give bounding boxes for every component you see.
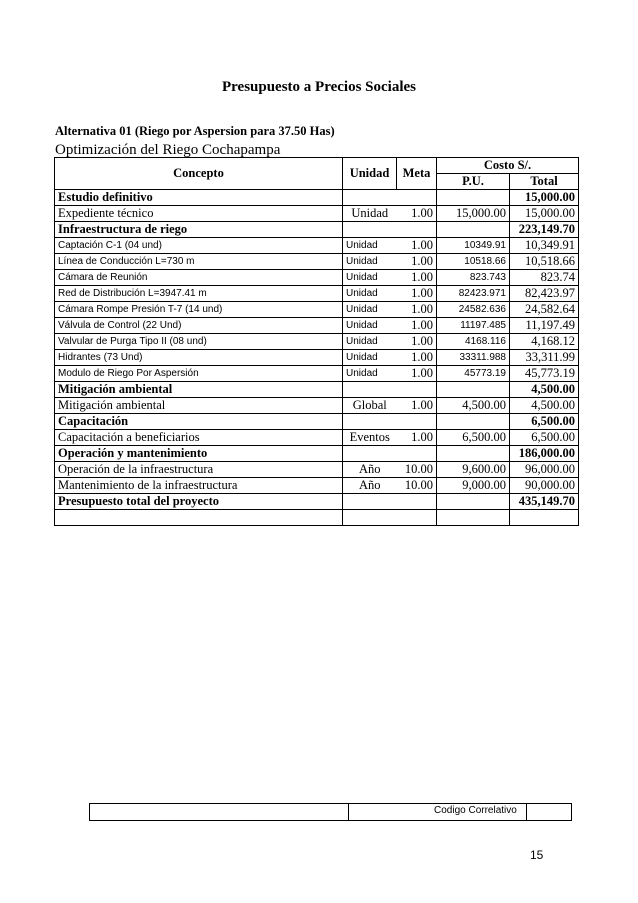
- cell-pu: 11197.485: [437, 318, 510, 334]
- table-row: [55, 286, 579, 302]
- section-row: [55, 414, 579, 430]
- table-row: [55, 430, 579, 446]
- cell-meta: 1.00: [397, 254, 437, 270]
- header-cost: Costo S/.: [437, 158, 579, 174]
- cell-concept: Captación C-1 (04 und): [55, 238, 343, 254]
- cell-meta: [397, 494, 437, 510]
- cell-concept: Modulo de Riego Por Aspersión: [55, 366, 343, 382]
- cell-pu: 82423.971: [437, 286, 510, 302]
- cell-pu: [437, 190, 510, 206]
- cell-concept: Valvular de Purga Tipo II (08 und): [55, 334, 343, 350]
- cell-pu: 10518.66: [437, 254, 510, 270]
- header-unit-price: P.U.: [437, 174, 510, 190]
- table-row: [55, 334, 579, 350]
- section-row: [55, 190, 579, 206]
- cell-unit: [343, 190, 397, 206]
- cell-concept: [55, 510, 343, 526]
- cell-pu: [437, 414, 510, 430]
- cell-concept: Línea de Conducción L=730 m: [55, 254, 343, 270]
- cell-unit: Unidad: [343, 270, 397, 286]
- cell-pu: 10349.91: [437, 238, 510, 254]
- cell-total: 90,000.00: [510, 478, 579, 494]
- cell-pu: [437, 446, 510, 462]
- project-name: Optimización del Riego Cochapampa: [55, 142, 281, 158]
- page-number: 15: [530, 848, 544, 862]
- cell-pu: 9,000.00: [437, 478, 510, 494]
- header-meta: Meta: [397, 158, 437, 190]
- cell-total: 15,000.00: [510, 206, 579, 222]
- cell-unit: Unidad: [343, 350, 397, 366]
- section-row: [55, 382, 579, 398]
- cell-unit: [343, 510, 397, 526]
- cell-meta: [397, 446, 437, 462]
- cell-concept: Mitigación ambiental: [55, 382, 343, 398]
- cell-total: 15,000.00: [510, 190, 579, 206]
- cell-unit: Unidad: [343, 254, 397, 270]
- cell-meta: 10.00: [397, 462, 437, 478]
- cell-unit: Unidad: [343, 206, 397, 222]
- code-box: [89, 803, 572, 821]
- cell-unit: [343, 222, 397, 238]
- code-box-divider: [348, 804, 349, 820]
- cell-meta: [397, 190, 437, 206]
- cell-total: 33,311.99: [510, 350, 579, 366]
- table-row: [55, 270, 579, 286]
- section-row: [55, 222, 579, 238]
- cell-concept: Hidrantes (73 Und): [55, 350, 343, 366]
- cell-pu: 9,600.00: [437, 462, 510, 478]
- cell-unit: Año: [343, 462, 397, 478]
- table-row: [55, 398, 579, 414]
- cell-pu: [437, 222, 510, 238]
- cell-pu: 4,500.00: [437, 398, 510, 414]
- cell-concept: Capacitación a beneficiarios: [55, 430, 343, 446]
- cell-unit: Unidad: [343, 334, 397, 350]
- cell-unit: Unidad: [343, 238, 397, 254]
- cell-meta: 1.00: [397, 206, 437, 222]
- cell-pu: 823.743: [437, 270, 510, 286]
- page-title: Presupuesto a Precios Sociales: [221, 79, 416, 95]
- cell-unit: Unidad: [343, 366, 397, 382]
- cell-meta: 1.00: [397, 334, 437, 350]
- cell-total: 823.74: [510, 270, 579, 286]
- cell-total: 11,197.49: [510, 318, 579, 334]
- cell-total: 45,773.19: [510, 366, 579, 382]
- cell-total: 10,518.66: [510, 254, 579, 270]
- table-row: [55, 478, 579, 494]
- cell-unit: Año: [343, 478, 397, 494]
- cell-total: 223,149.70: [510, 222, 579, 238]
- cell-concept: Presupuesto total del proyecto: [55, 494, 343, 510]
- section-row: [55, 494, 579, 510]
- cell-total: 186,000.00: [510, 446, 579, 462]
- cell-meta: 1.00: [397, 366, 437, 382]
- cell-unit: Unidad: [343, 286, 397, 302]
- cell-total: 435,149.70: [510, 494, 579, 510]
- cell-concept: Válvula de Control (22 Und): [55, 318, 343, 334]
- cell-concept: Infraestructura de riego: [55, 222, 343, 238]
- cell-pu: 4168.116: [437, 334, 510, 350]
- cell-meta: 1.00: [397, 430, 437, 446]
- cell-concept: Cámara Rompe Presión T-7 (14 und): [55, 302, 343, 318]
- table-row: [55, 510, 579, 526]
- cell-meta: [397, 414, 437, 430]
- cell-pu: 15,000.00: [437, 206, 510, 222]
- cell-total: 6,500.00: [510, 414, 579, 430]
- cell-meta: 1.00: [397, 398, 437, 414]
- cell-concept: Capacitación: [55, 414, 343, 430]
- cell-unit: [343, 382, 397, 398]
- table-row: [55, 302, 579, 318]
- header-concept: Concepto: [55, 158, 343, 190]
- cell-pu: [437, 382, 510, 398]
- table-row: [55, 366, 579, 382]
- cell-concept: Operación y mantenimiento: [55, 446, 343, 462]
- header-total: Total: [510, 174, 579, 190]
- cell-meta: 1.00: [397, 318, 437, 334]
- cell-total: [510, 510, 579, 526]
- cell-pu: 45773.19: [437, 366, 510, 382]
- cell-concept: Mitigación ambiental: [55, 398, 343, 414]
- cell-unit: Global: [343, 398, 397, 414]
- cell-meta: 10.00: [397, 478, 437, 494]
- cell-pu: 33311.988: [437, 350, 510, 366]
- cell-meta: 1.00: [397, 286, 437, 302]
- cell-total: 6,500.00: [510, 430, 579, 446]
- table-row: [55, 238, 579, 254]
- cell-concept: Mantenimiento de la infraestructura: [55, 478, 343, 494]
- cell-unit: [343, 446, 397, 462]
- cell-pu: 24582.636: [437, 302, 510, 318]
- table-row: [55, 206, 579, 222]
- cell-concept: Red de Distribución L=3947.41 m: [55, 286, 343, 302]
- table-row: [55, 254, 579, 270]
- table-row: [55, 462, 579, 478]
- budget-table: [54, 157, 579, 526]
- cell-meta: 1.00: [397, 350, 437, 366]
- cell-pu: [437, 494, 510, 510]
- cell-total: 96,000.00: [510, 462, 579, 478]
- cell-total: 4,500.00: [510, 382, 579, 398]
- cell-unit: Unidad: [343, 318, 397, 334]
- code-box-divider: [526, 804, 527, 820]
- table-row: [55, 318, 579, 334]
- cell-concept: Operación de la infraestructura: [55, 462, 343, 478]
- cell-total: 4,168.12: [510, 334, 579, 350]
- cell-concept: Expediente técnico: [55, 206, 343, 222]
- cell-meta: [397, 222, 437, 238]
- cell-meta: 1.00: [397, 270, 437, 286]
- cell-unit: Eventos: [343, 430, 397, 446]
- correlative-code-label: Codigo Correlativo: [434, 805, 517, 816]
- alternative-subtitle: Alternativa 01 (Riego por Aspersion para 37.50 Has): [55, 124, 335, 138]
- cell-meta: [397, 382, 437, 398]
- table-header-row: [55, 158, 579, 174]
- header-unit: Unidad: [343, 158, 397, 190]
- cell-unit: [343, 494, 397, 510]
- cell-pu: 6,500.00: [437, 430, 510, 446]
- cell-meta: 1.00: [397, 238, 437, 254]
- cell-total: 24,582.64: [510, 302, 579, 318]
- cell-meta: [397, 510, 437, 526]
- section-row: [55, 446, 579, 462]
- cell-total: 4,500.00: [510, 398, 579, 414]
- cell-unit: [343, 414, 397, 430]
- table-row: [55, 350, 579, 366]
- cell-meta: 1.00: [397, 302, 437, 318]
- cell-pu: [437, 510, 510, 526]
- cell-unit: Unidad: [343, 302, 397, 318]
- cell-total: 10,349.91: [510, 238, 579, 254]
- cell-total: 82,423.97: [510, 286, 579, 302]
- cell-concept: Cámara de Reunión: [55, 270, 343, 286]
- cell-concept: Estudio definitivo: [55, 190, 343, 206]
